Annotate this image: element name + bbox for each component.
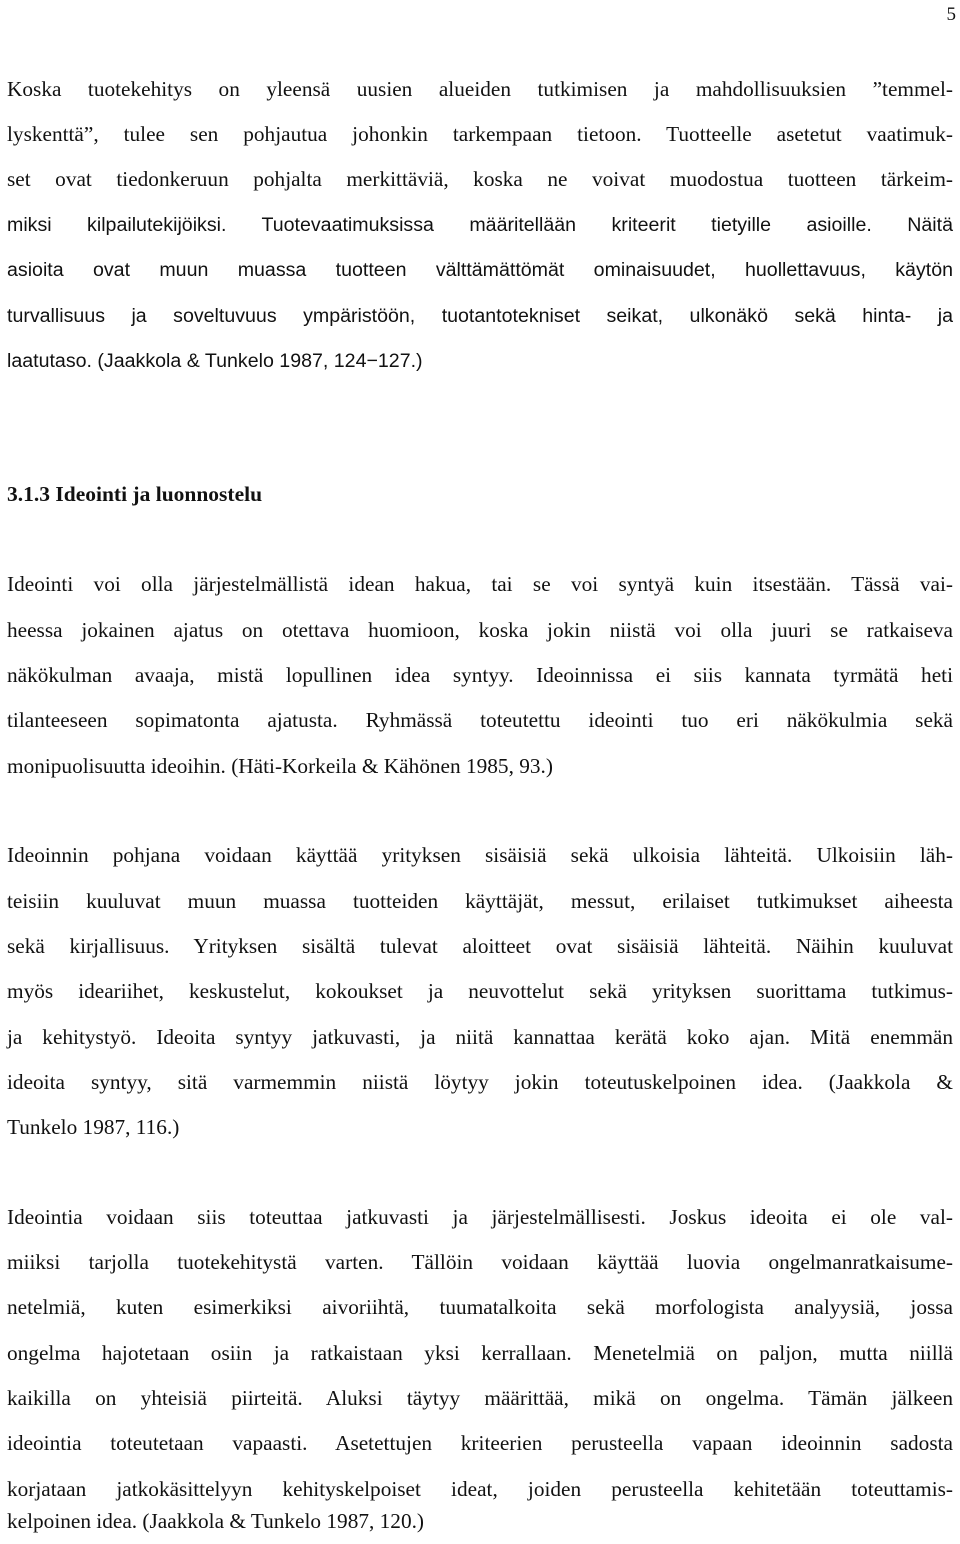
text-line: ideointia toteutetaan vapaasti. Asetettujen kriteerien perusteella vapaan ideoinnin sadosta: [7, 1431, 953, 1455]
text-line: myös ideariihet, keskustelut, kokoukset ja neuvottelut sekä yrityksen suorittama tutkimus-: [7, 979, 953, 1003]
text-line: korjataan jatkokäsittelyyn kehityskelpoiset ideat, joiden perusteella kehitetään toteuttamis-: [7, 1477, 953, 1501]
text-line: miiksi tarjolla tuotekehitystä varten. Tällöin voidaan käyttää luovia ongelmanratkaisume-: [7, 1250, 953, 1274]
section-heading: 3.1.3 Ideointi ja luonnostelu: [7, 482, 263, 506]
text-line: sekä kirjallisuus. Yrityksen sisältä tulevat aloitteet ovat sisäisiä lähteitä. Näihin kuuluvat: [7, 934, 953, 958]
text-line: ja kehitystyö. Ideoita syntyy jatkuvasti, ja niitä kannattaa kerätä koko ajan. Mitä enemmän: [7, 1025, 953, 1049]
text-line: Ideointi voi olla järjestelmällistä idean hakua, tai se voi syntyä kuin itsestään. Tässä vai-: [7, 572, 953, 596]
text-line: asioita ovat muun muassa tuotteen välttämättömät ominaisuudet, huollettavuus, käytön: [7, 259, 953, 281]
text-line: Ideoinnin pohjana voidaan käyttää yrityksen sisäisiä sekä ulkoisia lähteitä. Ulkoisiin läh-: [7, 843, 953, 867]
text-line: set ovat tiedonkeruun pohjalta merkittäviä, koska ne voivat muodostua tuotteen tärkeim-: [7, 167, 953, 191]
text-line: näkökulman avaaja, mistä lopullinen idea syntyy. Ideoinnissa ei siis kannata tyrmätä heti: [7, 663, 953, 687]
text-line: monipuolisuutta ideoihin. (Häti-Korkeila & Kähönen 1985, 93.): [7, 754, 553, 778]
text-line: Koska tuotekehitys on yleensä uusien alueiden tutkimisen ja mahdollisuuksien ”temmel-: [7, 77, 953, 101]
text-line: kaikilla on yhteisiä piirteitä. Aluksi täytyy määrittää, mikä on ongelma. Tämän jälkeen: [7, 1386, 953, 1410]
text-line: tilanteeseen sopimatonta ajatusta. Ryhmässä toteutettu ideointi tuo eri näkökulmia sekä: [7, 708, 953, 732]
page-number: 5: [946, 4, 956, 25]
text-line: Tunkelo 1987, 116.): [7, 1115, 180, 1139]
text-line: Ideointia voidaan siis toteuttaa jatkuvasti ja järjestelmällisesti. Joskus ideoita ei ole val-: [7, 1205, 953, 1229]
text-line: ongelma hajotetaan osiin ja ratkaistaan yksi kerrallaan. Menetelmiä on paljon, mutta niillä: [7, 1341, 953, 1365]
text-line: laatutaso. (Jaakkola & Tunkelo 1987, 124−127.): [7, 350, 423, 372]
text-line: netelmiä, kuten esimerkiksi aivoriihtä, tuumatalkoita sekä morfologista analyysiä, jossa: [7, 1295, 953, 1319]
text-line: ideoita syntyy, sitä varmemmin niistä löytyy jokin toteutuskelpoinen idea. (Jaakkola &: [7, 1070, 953, 1094]
text-line: turvallisuus ja soveltuvuus ympäristöön, tuotantotekniset seikat, ulkonäkö sekä hinta- ja: [7, 305, 953, 327]
text-line: kelpoinen idea. (Jaakkola & Tunkelo 1987, 120.): [7, 1509, 425, 1533]
text-line: teisiin kuuluvat muun muassa tuotteiden käyttäjät, messut, erilaiset tutkimukset aiheesta: [7, 889, 953, 913]
text-line: lyskenttä”, tulee sen pohjautua johonkin tarkempaan tietoon. Tuotteelle asetetut vaatimuk-: [7, 122, 953, 146]
text-line: heessa jokainen ajatus on otettava huomioon, koska jokin niistä voi olla juuri se ratkaiseva: [7, 618, 953, 642]
text-line: miksi kilpailutekijöiksi. Tuotevaatimuksissa määritellään kriteerit tietyille asioille. Näitä: [7, 214, 953, 236]
